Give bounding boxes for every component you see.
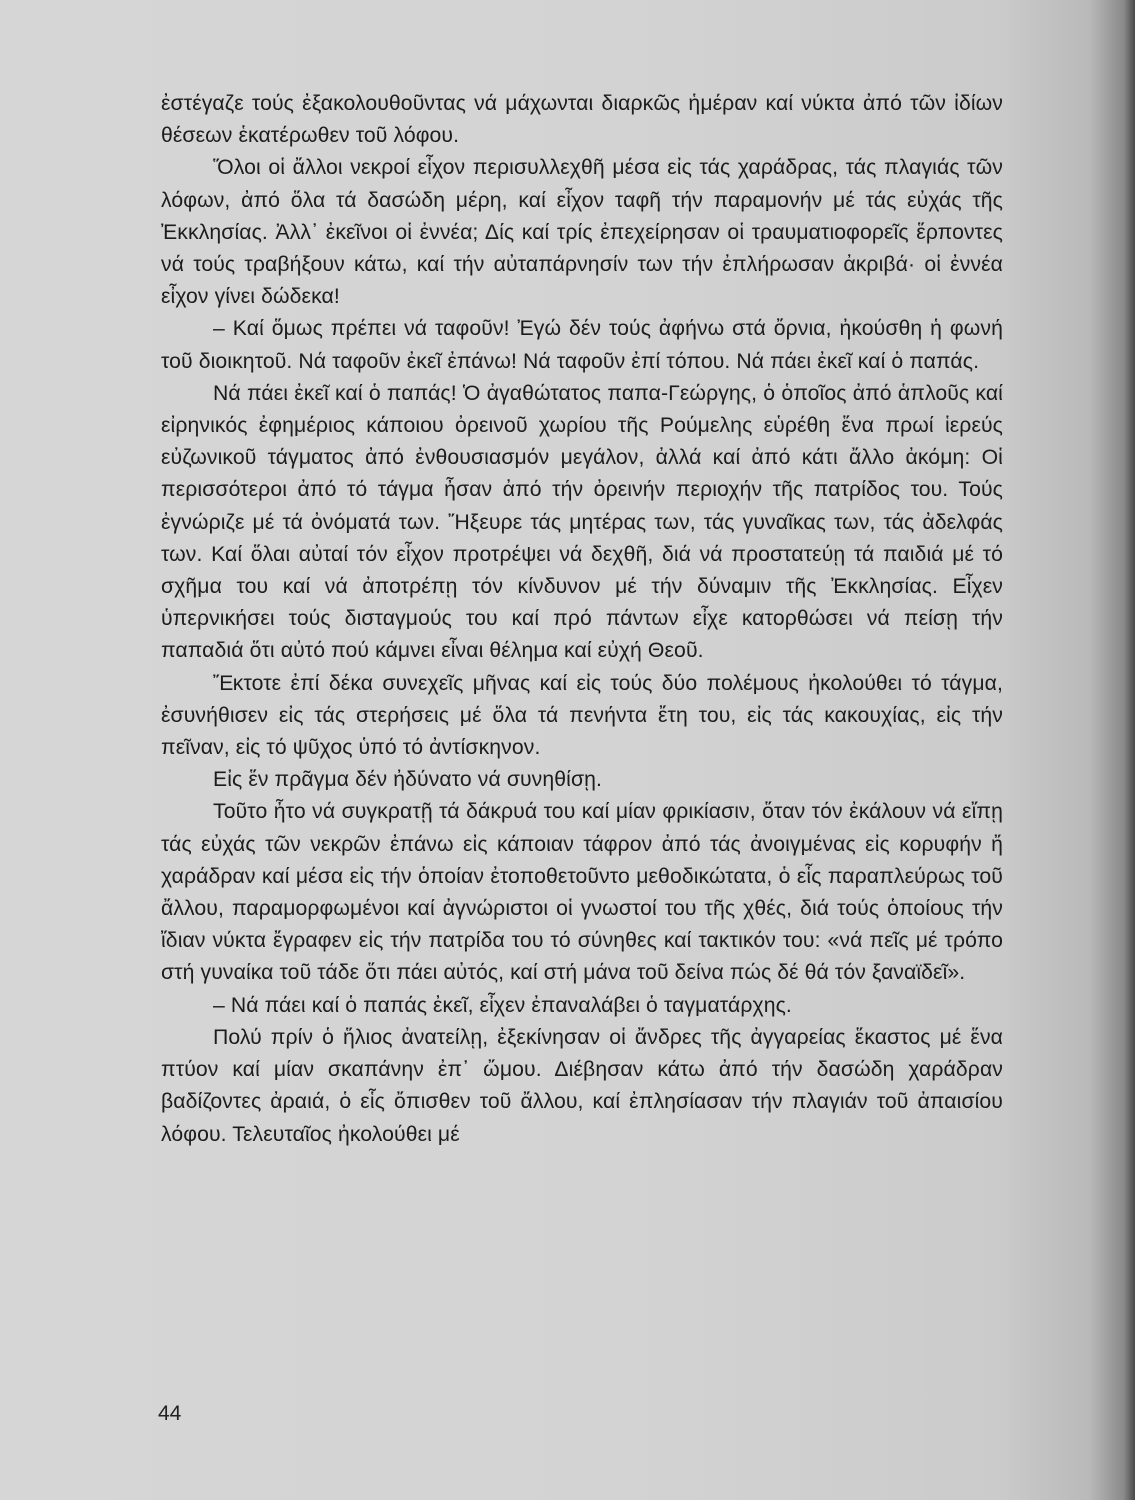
paragraph-6: Εἰς ἕν πρᾶγμα δέν ἠδύνατο νά συνηθίσῃ. [213, 768, 602, 792]
paragraph-4: Νά πάει ἐκεῖ καί ὁ παπάς! Ὁ ἀγαθώτατος παπα-Γεώργης, ὁ ὁποῖος ἀπό ἁπλοῦς καί εἰρηνικός ἐφημέριος κάποιου ὀρεινοῦ χωρίου τῆς Ρούμελης εὑρέθη ἕνα πρωί ἱερεύς εὐζωνικοῦ τάγματος ἀπό ἐνθουσιασμόν μεγάλον, ἀλλά καί ἀπό κάτι ἄλλο ἀκόμη: Οἱ περισσότεροι ἀπό τό τάγμα ἦσαν ἀπό τήν ὀρεινήν περιοχήν τῆς πατρίδος του. Τούς ἐγνώριζε μέ τά ὀνόματά των. Ἤξευρε τάς μητέρας των, τάς γυναῖκας των, τάς ἀδελφάς των. Καί ὅλαι αὐταί τόν εἶχον προτρέψει νά δεχθῆ, διά νά προστατεύῃ τά παιδιά μέ τό σχῆμα του καί νά ἀποτρέπῃ τόν κίνδυνον μέ τήν δύναμιν τῆς Ἐκκλησίας. Εἶχεν ὑπερνικήσει τούς δισταγμούς του καί πρό πάντων εἶχε κατορθώσει νά πείσῃ τήν παπαδιά ὅτι αὐτό πού κάμνει εἶναι θέλημα καί εὐχή Θεοῦ. [161, 381, 1003, 663]
page-number: 44 [158, 1402, 182, 1425]
paragraph-9: Πολύ πρίν ὁ ἥλιος ἀνατείλῃ, ἐξεκίνησαν οἱ ἄνδρες τῆς ἀγγαρείας ἕκαστος μέ ἕνα πτύον καί μίαν σκαπάνην ἐπ᾽ ὤμου. Διέβησαν κάτω ἀπό τήν δασώδη χαράδραν βαδίζοντες ἀραιά, ὁ εἷς ὄπισθεν τοῦ ἄλλου, καί ἐπλησίασαν τήν πλαγιάν τοῦ ἀπαισίου λόφου. Τελευταῖος ἠκολούθει μέ [161, 1025, 1003, 1146]
paragraph-8: – Νά πάει καί ὁ παπάς ἐκεῖ, εἶχεν ἐπαναλάβει ὁ ταγματάρχης. [213, 993, 792, 1017]
paragraph-3: – Καί ὅμως πρέπει νά ταφοῦν! Ἐγώ δέν τούς ἀφήνω στά ὄρνια, ἠκούσθη ἡ φωνή τοῦ διοικητοῦ. Νά ταφοῦν ἐκεῖ ἐπάνω! Νά ταφοῦν ἐπί τόπου. Νά πάει ἐκεῖ καί ὁ παπάς. [161, 317, 1003, 373]
paragraph-2: Ὅλοι οἱ ἄλλοι νεκροί εἶχον περισυλλεχθῆ μέσα εἰς τάς χαράδρας, τάς πλαγιάς τῶν λόφων, ἀπό ὅλα τά δασώδη μέρη, καί εἶχον ταφῆ τήν παραμονήν μέ τάς εὐχάς τῆς Ἐκκλησίας. Ἀλλ᾽ ἐκεῖνοι οἱ ἐννέα; Δίς καί τρίς ἐπεχείρησαν οἱ τραυματιοφορεῖς ἕρποντες νά τούς τραβήξουν κάτω, καί τήν αὐταπάρνησίν των τήν ἐπλήρωσαν ἀκριβά· οἱ ἐννέα εἶχον γίνει δώδεκα! [161, 156, 1003, 309]
paragraph-5: Ἔκτοτε ἐπί δέκα συνεχεῖς μῆνας καί εἰς τούς δύο πολέμους ἠκολούθει τό τάγμα, ἐσυνήθισεν εἰς τάς στερήσεις μέ ὅλα τά πενήντα ἔτη του, εἰς τάς κακουχίας, εἰς τήν πεῖναν, εἰς τό ψῦχος ὑπό τό ἀντίσκηνον. [161, 671, 1003, 760]
paragraph-7: Τοῦτο ἦτο νά συγκρατῇ τά δάκρυά του καί μίαν φρικίασιν, ὅταν τόν ἐκάλουν νά εἴπῃ τάς εὐχάς τῶν νεκρῶν ἐπάνω εἰς κάποιαν τάφρον ἀπό τάς ἀνοιγμένας εἰς κορυφήν ἤ χαράδραν καί μέσα εἰς τήν ὁποίαν ἐτοποθετοῦντο μεθοδικώτατα, ὁ εἷς παραπλεύρως τοῦ ἄλλου, παραμορφωμένοι καί ἀγνώριστοι οἱ γνωστοί του τῆς χθές, διά τούς ὁποίους τήν ἴδιαν νύκτα ἔγραφεν εἰς τήν πατρίδα του τό σύνηθες καί τακτικόν του: «νά πεῖς μέ τρόπο στή γυναίκα τοῦ τάδε ὅτι πάει αὐτός, καί στή μάνα τοῦ δείνα πώς δέ θά τόν ξαναϊδεῖ». [161, 800, 1003, 985]
paragraph-1: ἐστέγαζε τούς ἐξακολουθοῦντας νά μάχωνται διαρκῶς ἡμέραν καί νύκτα ἀπό τῶν ἰδίων θέσεων ἑκατέρωθεν τοῦ λόφου. [161, 92, 1003, 148]
body-text [161, 88, 1003, 1151]
